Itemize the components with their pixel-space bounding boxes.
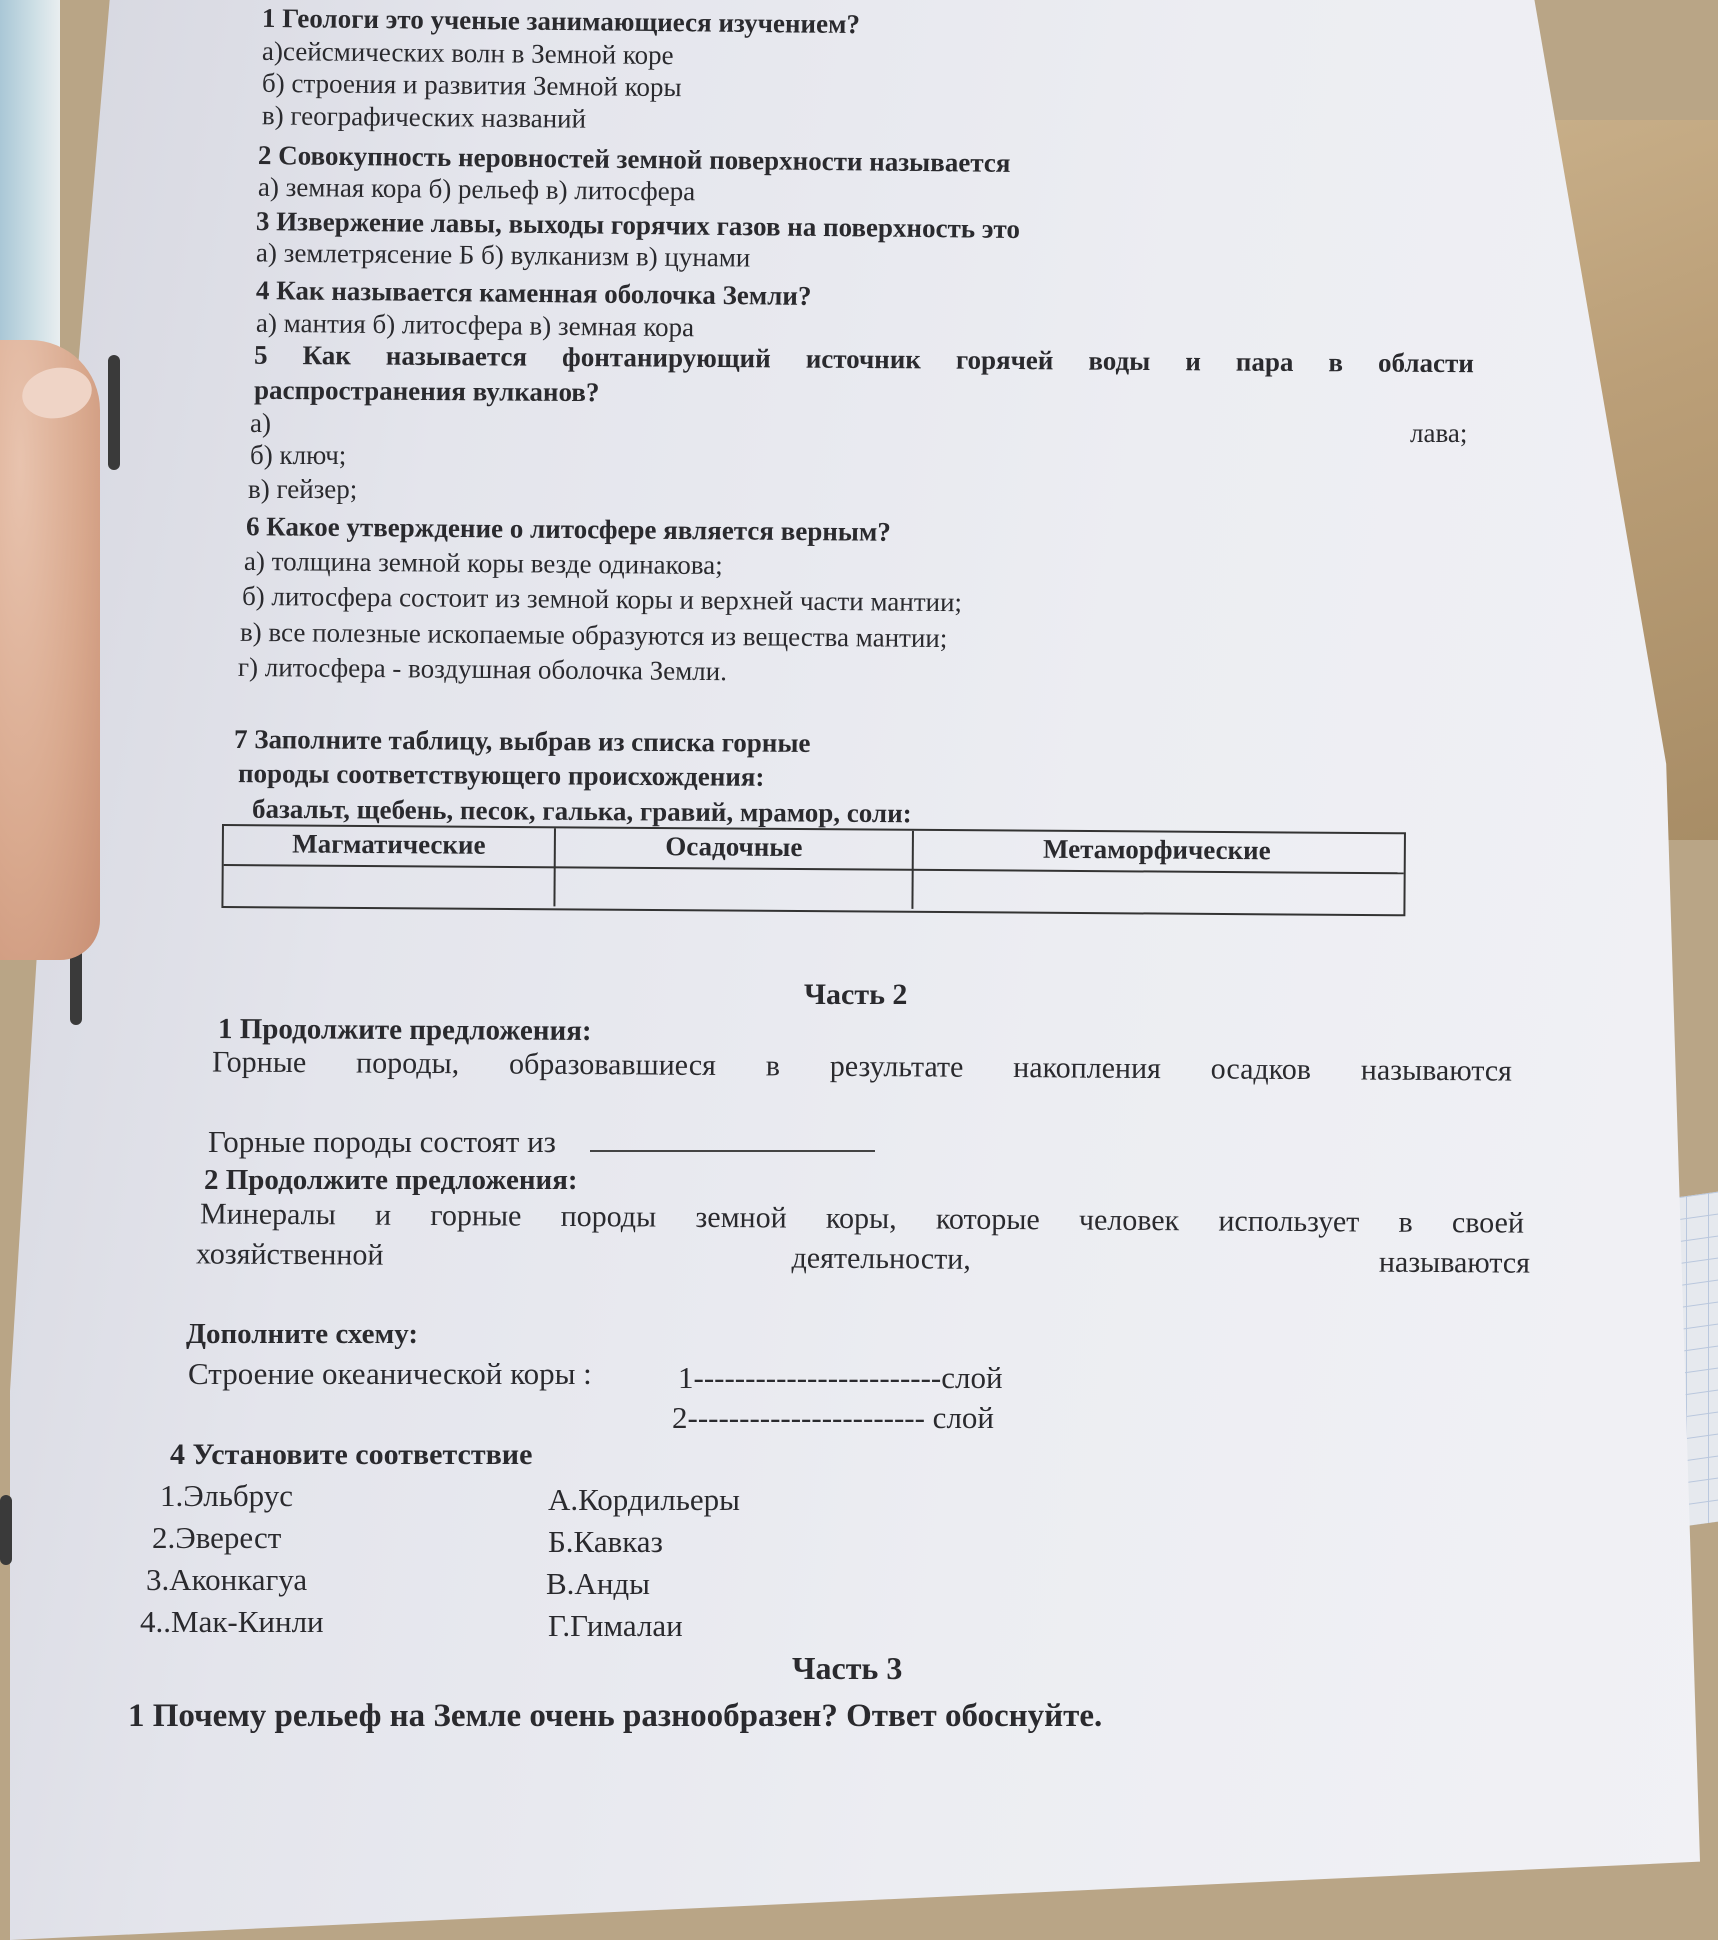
ocean-crust-layer-2: 2----------------------- слой: [672, 1400, 995, 1435]
question-5-title-line2: распространения вулканов?: [253, 374, 600, 408]
question-6-option-a: а) толщина земной коры везде одинакова;: [243, 545, 723, 581]
question-2-options: а) земная кора б) рельеф в) литосфера: [257, 171, 696, 207]
question-1-option-a: а)сейсмических волн в Земной коре: [261, 35, 674, 71]
part-2-question-3-title: Дополните схему:: [186, 1318, 418, 1350]
question-3-options: а) землетрясение Б б) вулканизм в) цунами: [255, 237, 751, 273]
match-right-c: В.Анды: [546, 1566, 651, 1601]
part-2-question-1-title: 1 Продолжите предложения:: [217, 1013, 592, 1047]
match-right-b: Б.Кавказ: [548, 1524, 663, 1559]
question-7-rock-list: базальт, щебень, песок, галька, гравий, мрамор, соли:: [251, 793, 912, 829]
part-2-question-1-sentence-2: Горные породы состоят из: [208, 1124, 556, 1159]
question-5-option-c: в) гейзер;: [248, 474, 358, 504]
match-left-3: 3.Аконкагуа: [146, 1562, 308, 1597]
part-2-question-2-line-2: хозяйственной деятельности, называются: [195, 1237, 1531, 1280]
hand-finger: [0, 340, 100, 960]
question-6-title: 6 Какое утверждение о литосфере является верным?: [245, 511, 891, 547]
question-2-title: 2 Совокупность неровностей земной поверхности называется: [257, 140, 1011, 178]
part-2-question-4-title: 4 Установите соответствие: [170, 1438, 533, 1471]
binding-mark: [108, 355, 120, 470]
question-6-option-c: в) все полезные ископаемые образуются из вещества мантии;: [239, 616, 948, 654]
match-right-d: Г.Гималаи: [548, 1608, 683, 1643]
table-header-igneous: Магматические: [223, 826, 556, 906]
question-5-option-a-text: лава;: [1410, 418, 1468, 448]
match-right-a: А.Кордильеры: [548, 1482, 740, 1517]
question-7-title-line2: породы соответствующего происхождения:: [237, 758, 765, 792]
question-1-title: 1 Геологи это ученые занимающиеся изучением?: [261, 2, 861, 40]
question-6-option-d: г) литосфера - воздушная оболочка Земли.: [237, 651, 728, 687]
binding-mark: [0, 1495, 12, 1565]
answer-blank-line: [590, 1150, 875, 1152]
part-2-heading: Часть 2: [804, 978, 908, 1011]
question-4-options: а) мантия б) литосфера в) земная кора: [255, 307, 695, 343]
part-2-question-2-title: 2 Продолжите предложения:: [204, 1164, 578, 1196]
table-header-metamorphic: Метаморфические: [1042, 833, 1271, 866]
question-1-option-c: в) географических названий: [261, 100, 587, 134]
ocean-crust-layer-1: 1------------------------слой: [678, 1360, 1003, 1395]
question-3-title: 3 Извержение лавы, выходы горячих газов на поверхность это: [255, 206, 1021, 244]
question-5-option-a: а): [250, 408, 271, 438]
part-2-question-2-line-1: Минералы и горные породы земной коры, которые человек использует в своей: [199, 1197, 1525, 1240]
table-header-sedimentary: Осадочные: [555, 828, 914, 908]
part-3-heading: Часть 3: [792, 1650, 903, 1686]
question-5-option-b: б) ключ;: [250, 440, 347, 470]
match-left-1: 1.Эльбрус: [160, 1478, 294, 1513]
question-1-option-b: б) строения и развития Земной коры: [261, 67, 682, 103]
part-2-question-1-sentence: Горные породы, образовавшиеся в результате накопления осадков называются: [211, 1045, 1513, 1088]
question-5-title-line1: 5 Как называется фонтанирующий источник горячей воды и пара в области: [253, 339, 1474, 379]
ocean-crust-label: Строение океанической коры :: [188, 1356, 592, 1391]
question-6-option-b: б) литосфера состоит из земной коры и верхней части мантии;: [241, 580, 963, 618]
match-left-2: 2.Эверест: [152, 1520, 282, 1555]
rock-classification-table: [221, 824, 1406, 916]
match-left-4: 4..Мак-Кинли: [140, 1604, 324, 1639]
part-3-question-1: 1 Почему рельеф на Земле очень разнообразен? Ответ обоснуйте.: [128, 1698, 1103, 1734]
question-7-title-line1: 7 Заполните таблицу, выбрав из списка горные: [233, 723, 811, 759]
question-4-title: 4 Как называется каменная оболочка Земли?: [255, 275, 812, 311]
